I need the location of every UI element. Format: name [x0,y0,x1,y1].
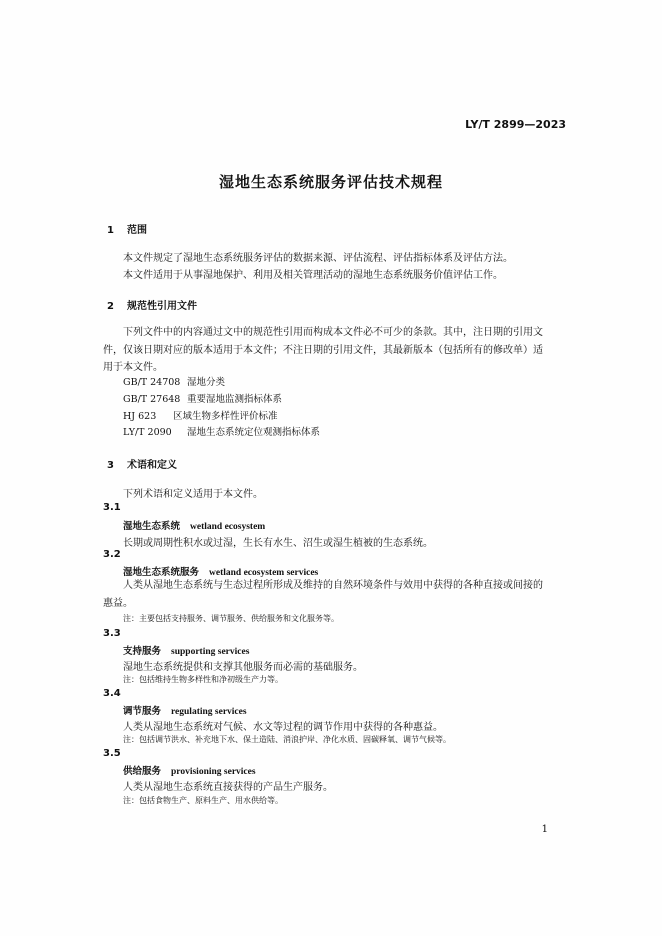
section-title: 范围 [127,225,147,236]
term-definition: 人类从湿地生态系统与生态过程所形成及维持的自然环境条件与效用中获得的各种直接或间接的惠益。 [103,580,543,609]
term-note: 注：包括食物生产、原料生产、用水供给等。 [123,796,283,805]
document-title: 湿地生态系统服务评估技术规程 [218,173,443,191]
terms-intro: 下列术语和定义适用于本文件。 [123,489,263,500]
section-title: 术语和定义 [127,460,177,471]
reference-name: 区域生物多样性评价标准 [173,411,278,422]
reference-name: 湿地分类 [187,377,226,388]
term-number: 3.4 [103,688,121,699]
term-definition: 长期或周期性积水或过湿，生长有水生、沼生或湿生植被的生态系统。 [123,538,433,549]
term-number: 3.2 [103,549,121,560]
term-note: 注：包括调节洪水、补充地下水、保土造陆、消浪护岸、净化水质、固碳释氧、调节气候等。 [123,735,451,744]
section-title: 规范性引用文件 [127,301,197,312]
reference-item [123,424,320,438]
section-number: 2 [107,301,114,312]
term-definition: 人类从湿地生态系统直接获得的产品生产服务。 [123,782,333,793]
term-heading [123,703,247,717]
term-cn: 供给服务 [123,766,162,777]
reference-name: 重要湿地监测指标体系 [187,394,283,405]
term-heading [123,564,318,578]
term-number: 3.3 [103,628,121,639]
reference-name: 湿地生态系统定位观测指标体系 [187,427,321,438]
section-number: 1 [107,225,114,236]
reference-item [123,374,225,388]
term-heading [123,643,249,657]
term-en: wetland ecosystem services [209,568,319,578]
term-number: 3.5 [103,748,121,759]
section-3-heading [107,456,177,471]
term-en: supporting services [171,647,250,657]
document-code: LY/T 2899—2023 [465,118,566,131]
term-number: 3.1 [103,502,121,513]
scope-paragraph-2: 本文件适用于从事湿地保护、利用及相关管理活动的湿地生态系统服务价值评估工作。 [123,270,503,281]
term-cn: 湿地生态系统服务 [123,567,200,578]
reference-code: HJ 623 [123,411,157,422]
term-definition: 湿地生态系统提供和支撑其他服务而必需的基础服务。 [123,662,363,673]
section-2-heading [107,297,197,312]
term-cn: 湿地生态系统 [123,521,181,532]
normative-refs-intro: 下列文件中的内容通过文中的规范性引用而构成本文件必不可少的条款。其中，注日期的引用文件，仅该日期对应的版本适用于本文件；不注日期的引用文件，其最新版本（包括所有的修改单）适用于本文件。 [103,327,543,373]
page-number: 1 [541,824,548,835]
term-cn: 调节服务 [123,706,162,717]
term-heading [123,763,256,777]
term-definition: 人类从湿地生态系统对气候、水文等过程的调节作用中获得的各种惠益。 [123,722,443,733]
section-1-heading [107,221,147,236]
term-en: wetland ecosystem [190,522,266,532]
reference-item [123,408,278,422]
term-cn: 支持服务 [123,646,162,657]
term-note: 注：主要包括支持服务、调节服务、供给服务和文化服务等。 [123,614,339,623]
section-number: 3 [107,460,114,471]
reference-item [123,391,282,405]
reference-code: GB/T 24708 [123,377,181,388]
term-en: provisioning services [171,767,256,777]
reference-code: LY/T 2090 [123,427,172,438]
term-heading [123,518,265,532]
scope-paragraph-1: 本文件规定了湿地生态系统服务评估的数据来源、评估流程、评估指标体系及评估方法。 [123,253,513,264]
reference-code: GB/T 27648 [123,394,181,405]
term-en: regulating services [171,707,247,717]
term-note: 注：包括维持生物多样性和净初级生产力等。 [123,675,283,684]
